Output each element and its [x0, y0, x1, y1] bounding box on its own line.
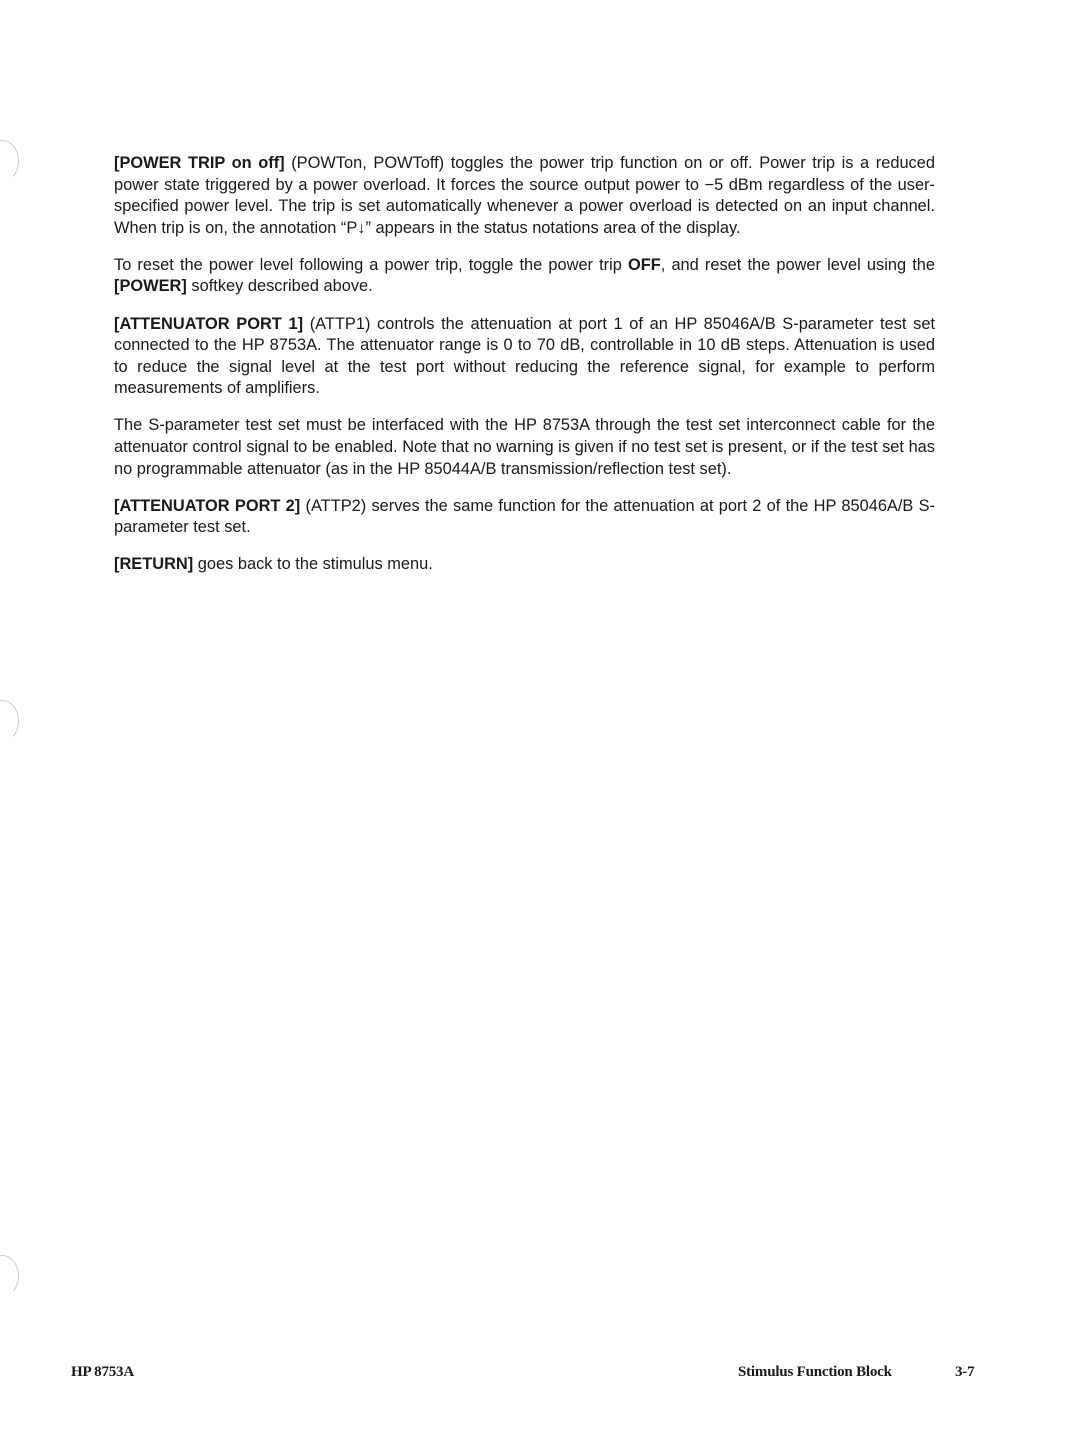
softkey-attenuator-port-1: [ATTENUATOR PORT 1]	[114, 314, 304, 333]
paragraph-attenuator-port-1	[114, 314, 935, 400]
scan-edge-mark	[0, 1255, 19, 1297]
paragraph-text: (ATTP2) serves the same function for the attenuation at port 2 of the HP 85046A/B S-parameter test set.	[114, 496, 935, 537]
scan-edge-mark	[0, 700, 19, 742]
paragraph-text: To reset the power level following a power trip, toggle the power trip	[114, 255, 628, 274]
softkey-power: [POWER]	[114, 277, 187, 296]
paragraph-power-trip	[114, 153, 935, 239]
paragraph-text: (POWTon, POWToff) toggles the power trip function on or off. Power trip is a reduced power state triggered by a power overload. It forces the source output power to −5 dBm regardless of the user-specified power level. The trip is set automatically whenever a power overload is detected on an input channel. When trip is on, the annotation “P↓” appears in the status notations area of the display.	[114, 154, 935, 237]
paragraph-attenuator-port-2	[114, 496, 935, 539]
softkey-return: [RETURN]	[114, 555, 194, 574]
paragraph-text: The S-parameter test set must be interfaced with the HP 8753A through the test set interconnect cable for the attenuator control signal to be enabled. Note that no warning is given if no test set is present, or if the test set has no programmable attenuator (as in the HP 85044A/B transmission/reflection test set).	[114, 416, 935, 478]
paragraph-return	[114, 554, 935, 576]
keyword-off: OFF	[628, 255, 661, 274]
paragraph-text: , and reset the power level using the	[660, 255, 935, 274]
softkey-attenuator-port-2: [ATTENUATOR PORT 2]	[114, 496, 301, 515]
paragraph-text: softkey described above.	[186, 277, 373, 296]
paragraph-text: goes back to the stimulus menu.	[193, 555, 433, 574]
softkey-power-trip: [POWER TRIP on off]	[114, 154, 285, 172]
paragraph-test-set-note	[114, 415, 935, 480]
body-text	[114, 153, 935, 592]
paragraph-text: (ATTP1) controls the attenuation at port 1 of an HP 85046A/B S-parameter test set connected to the HP 8753A. The attenuator range is 0 to 70 dB, controllable in 10 dB steps. Attenuation is used to reduce the signal level at the test port without reducing the reference signal, for example to perform measurements of amplifiers.	[114, 314, 935, 398]
footer-model: HP 8753A	[71, 1364, 134, 1380]
paragraph-reset-power	[114, 255, 935, 298]
footer-section: Stimulus Function Block	[738, 1364, 892, 1380]
footer-page-number: 3-7	[955, 1364, 975, 1380]
scan-edge-mark	[0, 140, 19, 182]
